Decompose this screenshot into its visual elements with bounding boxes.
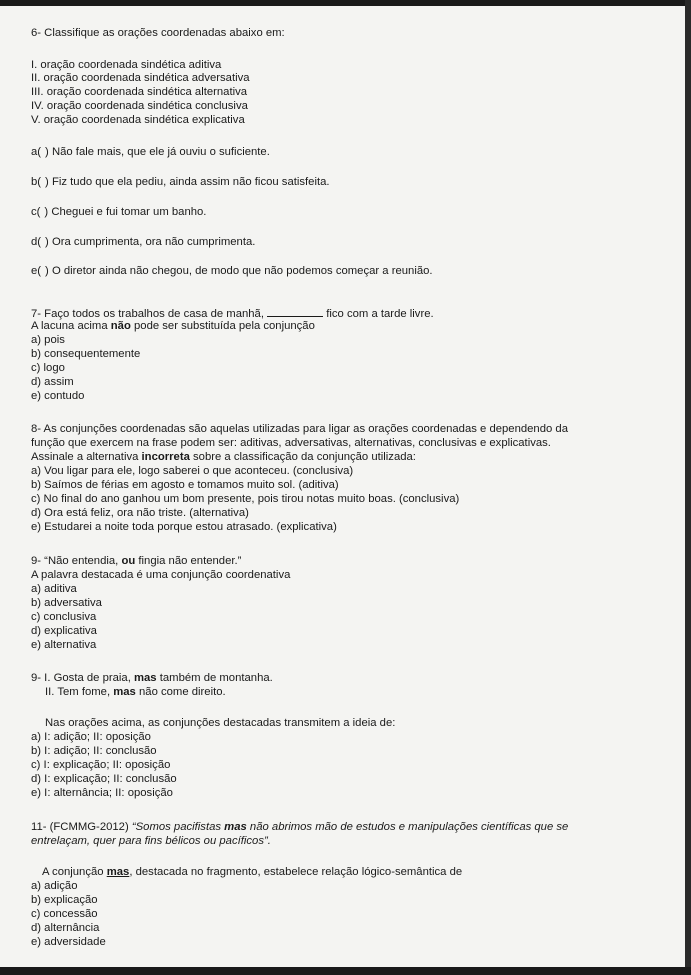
q7-option-a: a) pois — [31, 334, 65, 346]
q6-item-d-letter: d( — [31, 236, 42, 248]
q11-quote-a: “Somos pacifistas — [131, 821, 225, 833]
q8-line-1: 8- As conjunções coordenadas são aquelas utilizadas para ligar as orações coordenadas e dependendo da — [31, 423, 568, 435]
q7-blank — [267, 307, 323, 317]
q9a-stem-bold: ou — [121, 555, 136, 567]
q6-type-1: I. oração coordenada sindética aditiva — [31, 59, 222, 71]
q11-option-a: a) adição — [31, 880, 78, 892]
q6-item-e — [31, 265, 433, 278]
q9b-line-2 — [45, 686, 226, 699]
q9a-instruction: A palavra destacada é uma conjunção coordenativa — [31, 569, 291, 581]
q9b-line-1-a: 9- I. Gosta de praia, — [31, 672, 134, 684]
q11-quote-b: não abrimos mão de estudos e manipulações científicas que se — [246, 821, 569, 833]
q8-line-3-a: Assinale a alternativa — [31, 451, 142, 463]
q6-type-5: V. oração coordenada sindética explicativa — [31, 114, 245, 126]
q11-instruction — [42, 866, 462, 879]
q11-instruction-b: , destacada no fragmento, estabelece relação lógico-semântica de — [129, 866, 463, 878]
q11-option-e: e) adversidade — [31, 936, 106, 948]
q9b-option-a: a) I: adição; II: oposição — [31, 731, 151, 743]
q6-item-b — [31, 176, 330, 189]
q6-item-c — [31, 206, 206, 219]
q9b-line-2-b: não come direito. — [135, 686, 226, 698]
q9b-line-2-a: II. Tem fome, — [45, 686, 114, 698]
q6-item-c-text: ) Cheguei e fui tomar um banho. — [44, 206, 207, 218]
q9b-line-2-bold: mas — [113, 686, 136, 698]
q9b-option-c: c) I: explicação; II: oposição — [31, 759, 171, 771]
q9a-option-c: c) conclusiva — [31, 611, 97, 623]
q7-option-e: e) contudo — [31, 390, 85, 402]
q6-item-e-text: ) O diretor ainda não chegou, de modo que não podemos começar a reunião. — [45, 265, 433, 277]
q11-option-b: b) explicação — [31, 894, 98, 906]
q11-option-d: d) alternância — [31, 922, 100, 934]
q7-option-d: d) assim — [31, 376, 74, 388]
q6-item-e-letter: e( — [31, 265, 42, 277]
q6-item-d — [31, 236, 255, 249]
q9a-stem-b: fingia não entender.” — [135, 555, 242, 567]
q6-item-a-text: ) Não fale mais, que ele já ouviu o suficiente. — [45, 146, 270, 158]
q9a-option-b: b) adversativa — [31, 597, 102, 609]
q6-title: 6- Classifique as orações coordenadas abaixo em: — [31, 27, 285, 39]
q6-type-3: III. oração coordenada sindética alternativa — [31, 86, 248, 98]
q7-stem-after: fico com a tarde livre. — [323, 308, 434, 320]
q8-option-e: e) Estudarei a noite toda porque estou atrasado. (explicativa) — [31, 521, 337, 533]
q7-instruction-bold: não — [110, 320, 131, 332]
q11-line-1 — [31, 821, 568, 834]
q7-instruction — [31, 320, 315, 333]
q9b-option-b: b) I: adição; II: conclusão — [31, 745, 157, 757]
q9b-line-1-bold: mas — [133, 672, 157, 684]
q8-option-a: a) Vou ligar para ele, logo saberei o que aconteceu. (conclusiva) — [31, 465, 354, 477]
q11-quote-bold: mas — [224, 821, 247, 833]
q9b-line-1 — [31, 672, 273, 685]
q11-instruction-a: A conjunção — [42, 866, 107, 878]
q9b-instruction: Nas orações acima, as conjunções destacadas transmitem a ideia de: — [45, 717, 396, 729]
q6-item-a — [31, 146, 270, 159]
q8-line-3 — [31, 451, 416, 464]
q7-stem-before: 7- Faço todos os trabalhos de casa de manhã, — [31, 308, 268, 320]
q8-option-c: c) No final do ano ganhou um bom presente, pois tirou notas muito boas. (conclusiva) — [31, 493, 460, 505]
q6-type-2: II. oração coordenada sindética adversativa — [31, 72, 250, 84]
q9a-stem — [31, 555, 241, 568]
q6-type-4: IV. oração coordenada sindética conclusiva — [31, 100, 248, 112]
q8-option-d: d) Ora está feliz, ora não triste. (alternativa) — [31, 507, 249, 519]
q9b-option-d: d) I: explicação; II: conclusão — [31, 773, 177, 785]
q11-prefix: 11- (FCMMG-2012) — [31, 821, 132, 833]
q9a-option-e: e) alternativa — [31, 639, 97, 651]
q9a-option-a: a) aditiva — [31, 583, 77, 595]
bottom-border — [0, 967, 691, 975]
q8-option-b: b) Saímos de férias em agosto e tomamos muito sol. (aditiva) — [31, 479, 339, 491]
q8-line-3-bold: incorreta — [141, 451, 190, 463]
q7-option-b: b) consequentemente — [31, 348, 141, 360]
q7-instruction-a: A lacuna acima — [31, 320, 111, 332]
q11-option-c: c) concessão — [31, 908, 98, 920]
q6-item-d-text: ) Ora cumprimenta, ora não cumprimenta. — [45, 236, 256, 248]
q11-line-2: entrelaçam, quer para fins bélicos ou pacíficos”. — [31, 835, 271, 847]
q7-option-c: c) logo — [31, 362, 65, 374]
q6-item-b-text: ) Fiz tudo que ela pediu, ainda assim não ficou satisfeita. — [45, 176, 330, 188]
q7-instruction-b: pode ser substituída pela conjunção — [130, 320, 315, 332]
q11-instruction-bold: mas — [106, 866, 130, 878]
q6-item-b-letter: b( — [31, 176, 42, 188]
q6-item-a-letter: a( — [31, 146, 42, 158]
q8-line-3-b: sobre a classificação da conjunção utilizada: — [189, 451, 416, 463]
q9a-stem-a: 9- “Não entendia, — [31, 555, 122, 567]
q9a-option-d: d) explicativa — [31, 625, 97, 637]
q8-line-2: função que exercem na frase podem ser: aditivas, adversativas, alternativas, conclusivas e explicativas. — [31, 437, 551, 449]
q7-stem — [31, 307, 434, 321]
q6-item-c-letter: c( — [31, 206, 41, 218]
q9b-line-1-b: também de montanha. — [156, 672, 273, 684]
q9b-option-e: e) I: alternância; II: oposição — [31, 787, 173, 799]
